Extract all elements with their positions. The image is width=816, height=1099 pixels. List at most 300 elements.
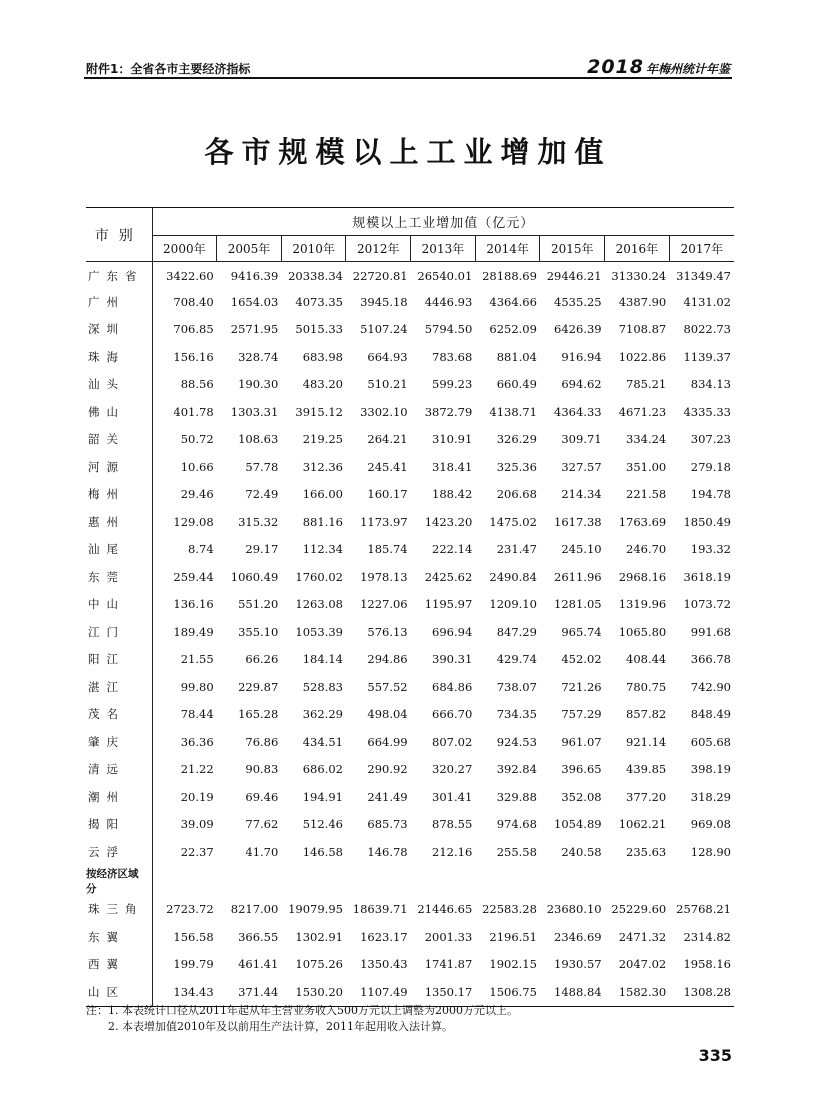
value-cell: 1958.16 xyxy=(683,957,731,972)
value-cell: 329.88 xyxy=(496,789,537,804)
value-cell: 20.19 xyxy=(180,789,214,804)
table-row xyxy=(86,838,734,866)
value-cell: 3618.19 xyxy=(683,569,731,584)
value-cell: 3302.10 xyxy=(360,404,408,419)
value-cell: 26540.01 xyxy=(417,269,473,283)
value-cell: 212.16 xyxy=(432,844,473,859)
city-name: 汕头 xyxy=(86,371,152,399)
value-cell: 318.41 xyxy=(432,459,473,474)
table-row xyxy=(86,923,734,951)
value-cell: 1930.57 xyxy=(554,957,602,972)
value-cell: 241.49 xyxy=(367,789,408,804)
value-cell: 3915.12 xyxy=(295,404,343,419)
value-cell: 439.85 xyxy=(626,762,667,777)
table-notes xyxy=(86,1003,518,1035)
table-row xyxy=(86,756,734,784)
value-cell: 4335.33 xyxy=(683,404,731,419)
value-cell: 245.10 xyxy=(561,542,602,557)
value-cell: 219.25 xyxy=(302,432,343,447)
value-cell: 780.75 xyxy=(626,679,667,694)
value-cell: 245.41 xyxy=(367,459,408,474)
value-cell: 88.56 xyxy=(180,377,214,392)
value-cell: 334.24 xyxy=(626,432,667,447)
value-cell: 41.70 xyxy=(245,844,279,859)
table-row xyxy=(86,673,734,701)
value-cell: 1850.49 xyxy=(683,514,731,529)
value-cell: 1302.91 xyxy=(295,929,343,944)
value-cell: 23680.10 xyxy=(546,902,602,917)
value-cell: 708.40 xyxy=(173,294,214,309)
page-number: 335 xyxy=(698,1046,732,1065)
header-right xyxy=(587,56,730,78)
value-cell: 1654.03 xyxy=(230,294,279,309)
value-cell: 1073.72 xyxy=(683,597,731,612)
city-name: 珠三角 xyxy=(86,896,152,924)
value-cell: 294.86 xyxy=(367,652,408,667)
value-cell: 1423.20 xyxy=(424,514,473,529)
value-cell: 528.83 xyxy=(302,679,343,694)
city-name: 东莞 xyxy=(86,563,152,591)
table-row xyxy=(86,262,734,289)
value-cell: 259.44 xyxy=(173,569,214,584)
value-cell: 408.44 xyxy=(626,652,667,667)
value-cell: 69.46 xyxy=(245,789,279,804)
value-cell: 351.00 xyxy=(626,459,667,474)
value-cell: 362.29 xyxy=(302,707,343,722)
value-cell: 235.63 xyxy=(626,844,667,859)
value-cell: 156.58 xyxy=(173,929,214,944)
city-name: 茂名 xyxy=(86,701,152,729)
value-cell: 1054.89 xyxy=(554,817,602,832)
city-name: 肇庆 xyxy=(86,728,152,756)
value-cell: 664.93 xyxy=(367,349,408,364)
value-cell: 510.21 xyxy=(367,377,408,392)
city-name: 广东省 xyxy=(86,262,152,289)
value-cell: 156.16 xyxy=(173,349,214,364)
city-name: 深圳 xyxy=(86,316,152,344)
value-cell: 328.74 xyxy=(238,349,279,364)
value-cell: 184.14 xyxy=(302,652,343,667)
value-cell: 325.36 xyxy=(496,459,537,474)
value-cell: 4387.90 xyxy=(618,294,667,309)
value-cell: 881.16 xyxy=(302,514,343,529)
value-cell: 1530.20 xyxy=(281,978,346,1006)
city-name: 珠海 xyxy=(86,343,152,371)
value-cell: 50.72 xyxy=(180,432,214,447)
value-cell: 1303.31 xyxy=(230,404,279,419)
city-name: 中山 xyxy=(86,591,152,619)
value-cell: 1263.08 xyxy=(295,597,343,612)
value-cell: 193.32 xyxy=(690,542,731,557)
value-cell: 1308.28 xyxy=(669,978,734,1006)
value-cell: 371.44 xyxy=(217,978,282,1006)
value-cell: 685.73 xyxy=(367,817,408,832)
value-cell: 807.02 xyxy=(432,734,473,749)
value-cell: 4446.93 xyxy=(424,294,473,309)
value-cell: 8217.00 xyxy=(230,902,279,917)
value-cell: 22583.28 xyxy=(482,902,537,917)
value-cell: 921.14 xyxy=(626,734,667,749)
city-name: 惠州 xyxy=(86,508,152,536)
value-cell: 1902.15 xyxy=(489,957,537,972)
value-cell: 8.74 xyxy=(188,542,214,557)
value-cell: 29446.21 xyxy=(546,269,602,283)
value-cell: 185.74 xyxy=(367,542,408,557)
value-cell: 834.13 xyxy=(690,377,731,392)
value-cell: 857.82 xyxy=(626,707,667,722)
value-cell: 512.46 xyxy=(302,817,343,832)
value-cell: 452.02 xyxy=(561,652,602,667)
value-cell: 312.36 xyxy=(302,459,343,474)
value-cell: 66.26 xyxy=(245,652,279,667)
city-name: 湛江 xyxy=(86,673,152,701)
value-cell: 1763.69 xyxy=(618,514,667,529)
value-cell: 660.49 xyxy=(496,377,537,392)
value-cell: 4364.33 xyxy=(554,404,602,419)
value-cell: 279.18 xyxy=(690,459,731,474)
value-cell: 1978.13 xyxy=(360,569,408,584)
city-name: 梅州 xyxy=(86,481,152,509)
city-name: 潮州 xyxy=(86,783,152,811)
value-cell: 1350.17 xyxy=(411,978,476,1006)
table-row xyxy=(86,728,734,756)
value-cell: 1075.26 xyxy=(295,957,343,972)
value-cell: 3945.18 xyxy=(360,294,408,309)
value-cell: 461.41 xyxy=(238,957,279,972)
city-name: 东翼 xyxy=(86,923,152,951)
value-cell: 2346.69 xyxy=(554,929,602,944)
value-cell: 683.98 xyxy=(302,349,343,364)
year-header: 2013年 xyxy=(411,236,476,262)
value-cell: 315.32 xyxy=(238,514,279,529)
header-year: 2018 xyxy=(587,56,644,78)
value-cell: 2425.62 xyxy=(424,569,473,584)
year-header: 2012年 xyxy=(346,236,411,262)
value-cell: 916.94 xyxy=(561,349,602,364)
city-name: 清远 xyxy=(86,756,152,784)
header-yearbook-name: 年梅州统计年鉴 xyxy=(645,62,730,76)
value-cell: 20338.34 xyxy=(288,269,343,283)
table-row xyxy=(86,591,734,619)
value-cell: 686.02 xyxy=(302,762,343,777)
value-cell: 483.20 xyxy=(302,377,343,392)
table-row xyxy=(86,371,734,399)
section-blank xyxy=(152,866,734,896)
city-name: 汕尾 xyxy=(86,536,152,564)
value-cell: 734.35 xyxy=(496,707,537,722)
value-cell: 310.91 xyxy=(432,432,473,447)
value-cell: 136.16 xyxy=(173,597,214,612)
value-cell: 166.00 xyxy=(302,487,343,502)
value-cell: 396.65 xyxy=(561,762,602,777)
value-cell: 18639.71 xyxy=(352,902,408,917)
value-cell: 255.58 xyxy=(496,844,537,859)
value-cell: 99.80 xyxy=(180,679,214,694)
value-cell: 31349.47 xyxy=(676,269,731,283)
value-cell: 4131.02 xyxy=(683,294,731,309)
value-cell: 4535.25 xyxy=(554,294,602,309)
value-cell: 5107.24 xyxy=(360,322,408,337)
value-cell: 401.78 xyxy=(173,404,214,419)
table-row xyxy=(86,481,734,509)
value-cell: 377.20 xyxy=(626,789,667,804)
industrial-value-table xyxy=(86,207,734,1007)
value-cell: 881.04 xyxy=(496,349,537,364)
value-cell: 1195.97 xyxy=(424,597,473,612)
value-cell: 320.27 xyxy=(432,762,473,777)
value-cell: 721.26 xyxy=(561,679,602,694)
value-cell: 390.31 xyxy=(432,652,473,667)
page-title: 各市规模以上工业增加值 xyxy=(204,135,612,169)
table-body xyxy=(86,262,734,1007)
value-cell: 1760.02 xyxy=(295,569,343,584)
year-header: 2015年 xyxy=(540,236,605,262)
value-cell: 221.58 xyxy=(626,487,667,502)
table-row xyxy=(86,398,734,426)
city-name: 河源 xyxy=(86,453,152,481)
value-cell: 352.08 xyxy=(561,789,602,804)
city-name: 广州 xyxy=(86,288,152,316)
value-cell: 355.10 xyxy=(238,624,279,639)
value-cell: 21.55 xyxy=(180,652,214,667)
city-name: 佛山 xyxy=(86,398,152,426)
value-cell: 666.70 xyxy=(432,707,473,722)
value-cell: 206.68 xyxy=(496,487,537,502)
value-cell: 1623.17 xyxy=(360,929,408,944)
value-cell: 128.90 xyxy=(690,844,731,859)
value-cell: 392.84 xyxy=(496,762,537,777)
value-cell: 6252.09 xyxy=(489,322,537,337)
value-cell: 1053.39 xyxy=(295,624,343,639)
value-cell: 7108.87 xyxy=(618,322,667,337)
value-cell: 194.78 xyxy=(690,487,731,502)
value-cell: 165.28 xyxy=(238,707,279,722)
value-cell: 326.29 xyxy=(496,432,537,447)
value-cell: 1617.38 xyxy=(554,514,602,529)
value-cell: 25768.21 xyxy=(676,902,731,917)
value-cell: 4364.66 xyxy=(489,294,537,309)
value-cell: 90.83 xyxy=(245,762,279,777)
value-cell: 28188.69 xyxy=(482,269,537,283)
year-header: 2017年 xyxy=(669,236,734,262)
value-cell: 605.68 xyxy=(690,734,731,749)
value-cell: 2314.82 xyxy=(683,929,731,944)
value-cell: 1173.97 xyxy=(360,514,408,529)
value-cell: 8022.73 xyxy=(683,322,731,337)
note-1: 注：1. 本表统计口径从2011年起从年主营业务收入500万元以上调整为2000万元以上。 xyxy=(86,1004,518,1017)
city-name: 阳江 xyxy=(86,646,152,674)
value-cell: 1741.87 xyxy=(424,957,473,972)
value-cell: 5794.50 xyxy=(424,322,473,337)
value-cell: 738.07 xyxy=(496,679,537,694)
value-cell: 4073.35 xyxy=(295,294,343,309)
value-cell: 108.63 xyxy=(238,432,279,447)
value-cell: 965.74 xyxy=(561,624,602,639)
value-cell: 1060.49 xyxy=(230,569,279,584)
value-cell: 706.85 xyxy=(173,322,214,337)
table-row xyxy=(86,426,734,454)
value-cell: 1475.02 xyxy=(489,514,537,529)
value-cell: 4671.23 xyxy=(618,404,667,419)
section-label: 按经济区域分 xyxy=(86,866,152,896)
value-cell: 76.86 xyxy=(245,734,279,749)
value-cell: 194.91 xyxy=(302,789,343,804)
value-cell: 36.36 xyxy=(180,734,214,749)
value-cell: 664.99 xyxy=(367,734,408,749)
value-cell: 783.68 xyxy=(432,349,473,364)
value-cell: 6426.39 xyxy=(554,322,602,337)
value-cell: 199.79 xyxy=(173,957,214,972)
value-cell: 188.42 xyxy=(432,487,473,502)
year-header-row xyxy=(86,236,734,262)
value-cell: 847.29 xyxy=(496,624,537,639)
value-cell: 190.30 xyxy=(238,377,279,392)
value-cell: 551.20 xyxy=(238,597,279,612)
note-2: 2. 本表增加值2010年及以前用生产法计算，2011年起用收入法计算。 xyxy=(108,1020,453,1033)
table-row xyxy=(86,701,734,729)
value-cell: 557.52 xyxy=(367,679,408,694)
value-cell: 39.09 xyxy=(180,817,214,832)
value-cell: 2490.84 xyxy=(489,569,537,584)
city-name: 江门 xyxy=(86,618,152,646)
value-cell: 5015.33 xyxy=(295,322,343,337)
value-cell: 3872.79 xyxy=(424,404,473,419)
value-cell: 301.41 xyxy=(432,789,473,804)
value-cell: 78.44 xyxy=(180,707,214,722)
value-cell: 2196.51 xyxy=(489,929,537,944)
value-cell: 112.34 xyxy=(302,542,343,557)
table-row xyxy=(86,536,734,564)
table-row xyxy=(86,951,734,979)
value-cell: 1065.80 xyxy=(618,624,667,639)
value-cell: 757.29 xyxy=(561,707,602,722)
table-row xyxy=(86,618,734,646)
city-column-header: 市别 xyxy=(86,208,152,262)
value-cell: 290.92 xyxy=(367,762,408,777)
value-cell: 1319.96 xyxy=(618,597,667,612)
value-cell: 146.78 xyxy=(367,844,408,859)
value-cell: 57.78 xyxy=(245,459,279,474)
value-cell: 21446.65 xyxy=(417,902,473,917)
value-cell: 684.86 xyxy=(432,679,473,694)
city-name: 云浮 xyxy=(86,838,152,866)
value-group-header: 规模以上工业增加值（亿元） xyxy=(352,216,535,231)
value-cell: 309.71 xyxy=(561,432,602,447)
value-cell: 214.34 xyxy=(561,487,602,502)
header-rule xyxy=(84,77,732,79)
table-row xyxy=(86,288,734,316)
table-row xyxy=(86,978,734,1006)
value-cell: 29.46 xyxy=(180,487,214,502)
value-cell: 1488.84 xyxy=(540,978,605,1006)
value-cell: 742.90 xyxy=(690,679,731,694)
value-cell: 160.17 xyxy=(367,487,408,502)
value-cell: 231.47 xyxy=(496,542,537,557)
value-cell: 1022.86 xyxy=(618,349,667,364)
value-cell: 19079.95 xyxy=(288,902,343,917)
value-cell: 1209.10 xyxy=(489,597,537,612)
table-row xyxy=(86,811,734,839)
city-name: 山区 xyxy=(86,978,152,1006)
value-cell: 429.74 xyxy=(496,652,537,667)
value-cell: 961.07 xyxy=(561,734,602,749)
value-cell: 72.49 xyxy=(245,487,279,502)
table-row xyxy=(86,896,734,924)
value-cell: 10.66 xyxy=(180,459,214,474)
value-cell: 1062.21 xyxy=(618,817,667,832)
city-name: 韶关 xyxy=(86,426,152,454)
table-row xyxy=(86,646,734,674)
value-cell: 2047.02 xyxy=(618,957,667,972)
value-cell: 2611.96 xyxy=(554,569,602,584)
value-cell: 1281.05 xyxy=(554,597,602,612)
year-header: 2016年 xyxy=(605,236,670,262)
value-cell: 969.08 xyxy=(690,817,731,832)
value-cell: 318.29 xyxy=(690,789,731,804)
value-cell: 398.19 xyxy=(690,762,731,777)
value-cell: 991.68 xyxy=(690,624,731,639)
year-header: 2005年 xyxy=(217,236,282,262)
table-row xyxy=(86,563,734,591)
value-cell: 1582.30 xyxy=(605,978,670,1006)
value-cell: 22.37 xyxy=(180,844,214,859)
value-cell: 31330.24 xyxy=(611,269,667,283)
value-cell: 189.49 xyxy=(173,624,214,639)
table-row xyxy=(86,343,734,371)
header-left: 附件1：全省各市主要经济指标 xyxy=(86,62,251,76)
value-cell: 2471.32 xyxy=(618,929,667,944)
table-row xyxy=(86,316,734,344)
table-row xyxy=(86,453,734,481)
value-cell: 576.13 xyxy=(367,624,408,639)
table-row xyxy=(86,783,734,811)
value-cell: 240.58 xyxy=(561,844,602,859)
value-cell: 9416.39 xyxy=(230,269,279,283)
value-cell: 134.43 xyxy=(152,978,217,1006)
value-cell: 21.22 xyxy=(180,762,214,777)
value-cell: 924.53 xyxy=(496,734,537,749)
value-cell: 366.55 xyxy=(238,929,279,944)
value-cell: 366.78 xyxy=(690,652,731,667)
value-cell: 694.62 xyxy=(561,377,602,392)
value-cell: 1139.37 xyxy=(683,349,731,364)
value-cell: 498.04 xyxy=(367,707,408,722)
value-cell: 2571.95 xyxy=(230,322,279,337)
value-cell: 974.68 xyxy=(496,817,537,832)
value-cell: 146.58 xyxy=(302,844,343,859)
value-cell: 29.17 xyxy=(245,542,279,557)
value-cell: 1506.75 xyxy=(475,978,540,1006)
value-cell: 878.55 xyxy=(432,817,473,832)
value-cell: 1350.43 xyxy=(360,957,408,972)
value-cell: 1227.06 xyxy=(360,597,408,612)
value-cell: 434.51 xyxy=(302,734,343,749)
value-cell: 1107.49 xyxy=(346,978,411,1006)
year-header: 2014年 xyxy=(475,236,540,262)
value-cell: 2723.72 xyxy=(166,902,214,917)
value-cell: 264.21 xyxy=(367,432,408,447)
city-name: 西翼 xyxy=(86,951,152,979)
value-cell: 696.94 xyxy=(432,624,473,639)
section-row xyxy=(86,866,734,896)
value-cell: 848.49 xyxy=(690,707,731,722)
year-header: 2000年 xyxy=(152,236,217,262)
value-cell: 22720.81 xyxy=(352,269,408,283)
table-header-row xyxy=(86,208,734,236)
value-cell: 3422.60 xyxy=(166,269,214,283)
value-cell: 25229.60 xyxy=(611,902,667,917)
value-cell: 327.57 xyxy=(561,459,602,474)
